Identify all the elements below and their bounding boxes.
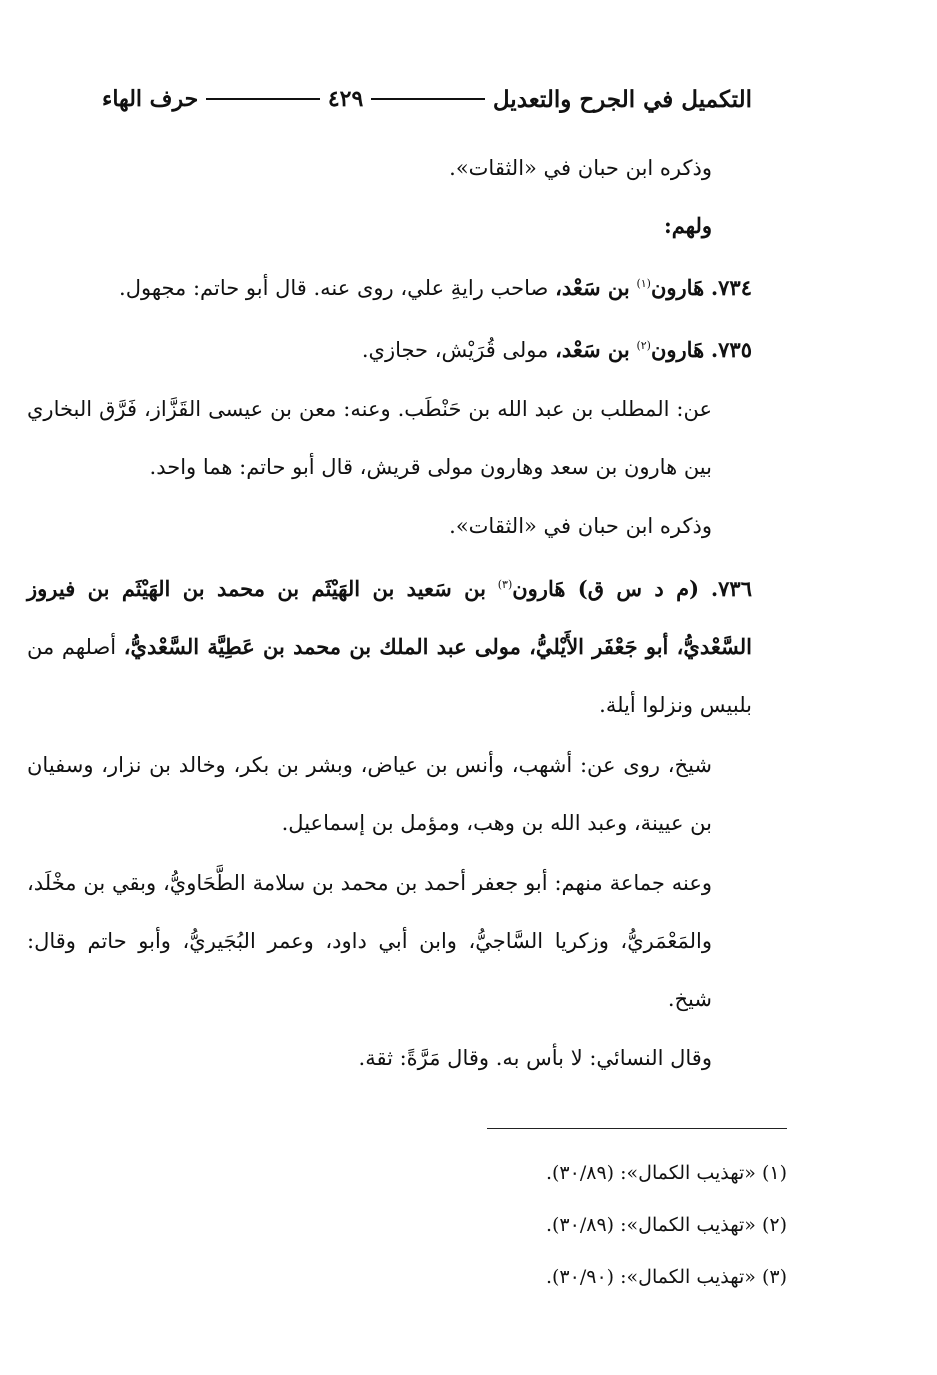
entry-736 [27,556,752,734]
text-line: وذكره ابن حبان في «الثقات». [449,514,712,538]
book-title: التكميل في الجرح والتعديل [492,85,752,113]
footnote-ref: (٢) [636,339,651,352]
subheading: ولهم: [664,213,712,238]
entry-lineage: بن سَعيد بن الهَيْثَم بن محمد بن الهَيْثَم بن فيروز السَّعْديُّ، أبو جَعْفَر الأَيْليُّ، مولى عبد الملك بن محمد بن عَطِيَّة السَّعْديُّ، [27,576,752,659]
page-number: ٤٢٩ [327,86,364,112]
paragraph: عن: المطلب بن عبد الله بن حَنْطَب. وعنه: معن بن عيسى القَزَّاز، فَرَّق البخاري بين هارون بن سعد وهارون مولى قريش، قال أبو حاتم: هما واحد. [27,397,712,479]
running-header [102,78,752,120]
entry-name-cont: بن سَعْد، [555,275,630,300]
footnote-ref: (٣) [497,578,513,591]
paragraph: شيخ، روى عن: أشهب، وأنس بن عياض، وبشر بن بكر، وخالد بن نزار، وسفيان بن عيينة، وعبد الله بن وهب، ومؤمل بن إسماعيل. [27,753,712,835]
footnote-ref: (١) [636,277,651,290]
entry-735 [27,318,752,378]
paragraph: وعنه جماعة منهم: أبو جعفر أحمد بن محمد بن سلامة الطَّحَاويُّ، وبقي بن مخْلَد، والمَعْمَريُّ، وزكريا السَّاجيُّ، وابن أبي داود، وعمر البُجَيريُّ، وأبو حاتم وقال: شيخ. [27,871,712,1011]
entry-734 [27,256,752,316]
header-rule [371,98,485,100]
entry-number: ٧٣٦. [710,576,752,601]
footnote-rule [487,1128,787,1129]
section-title: حرف الهاء [102,86,199,112]
entry-sigla-name: (م د س ق) هَارون [512,576,700,601]
entry-name-cont: بن سَعْد، [555,337,630,362]
header-rule [206,98,320,100]
entry-name: هَارون [650,337,705,362]
entry-number: ٧٣٤. [710,275,752,300]
entry-desc: مولى قُرَيْش، حجازي. [361,338,549,362]
entry-desc: أصلهم من بلبيس ونزلوا أيلة. [27,635,752,717]
footnotes [437,1128,787,1303]
footnote: (١) «تهذيب الكمال»: (٣٠/٨٩). [545,1162,787,1184]
entry-desc: صاحب رايةِ علي، روى عنه. قال أبو حاتم: مجهول. [119,276,549,300]
text-line: وذكره ابن حبان في «الثقات». [449,156,712,180]
main-text [27,140,752,1086]
footnote: (٣) «تهذيب الكمال»: (٣٠/٩٠). [545,1266,787,1288]
entry-name: هَارون [650,275,705,300]
text-line: وقال النسائي: لا بأس به. وقال مَرَّةً: ثقة. [358,1046,712,1070]
entry-number: ٧٣٥. [710,337,752,362]
footnote: (٢) «تهذيب الكمال»: (٣٠/٨٩). [545,1214,787,1236]
